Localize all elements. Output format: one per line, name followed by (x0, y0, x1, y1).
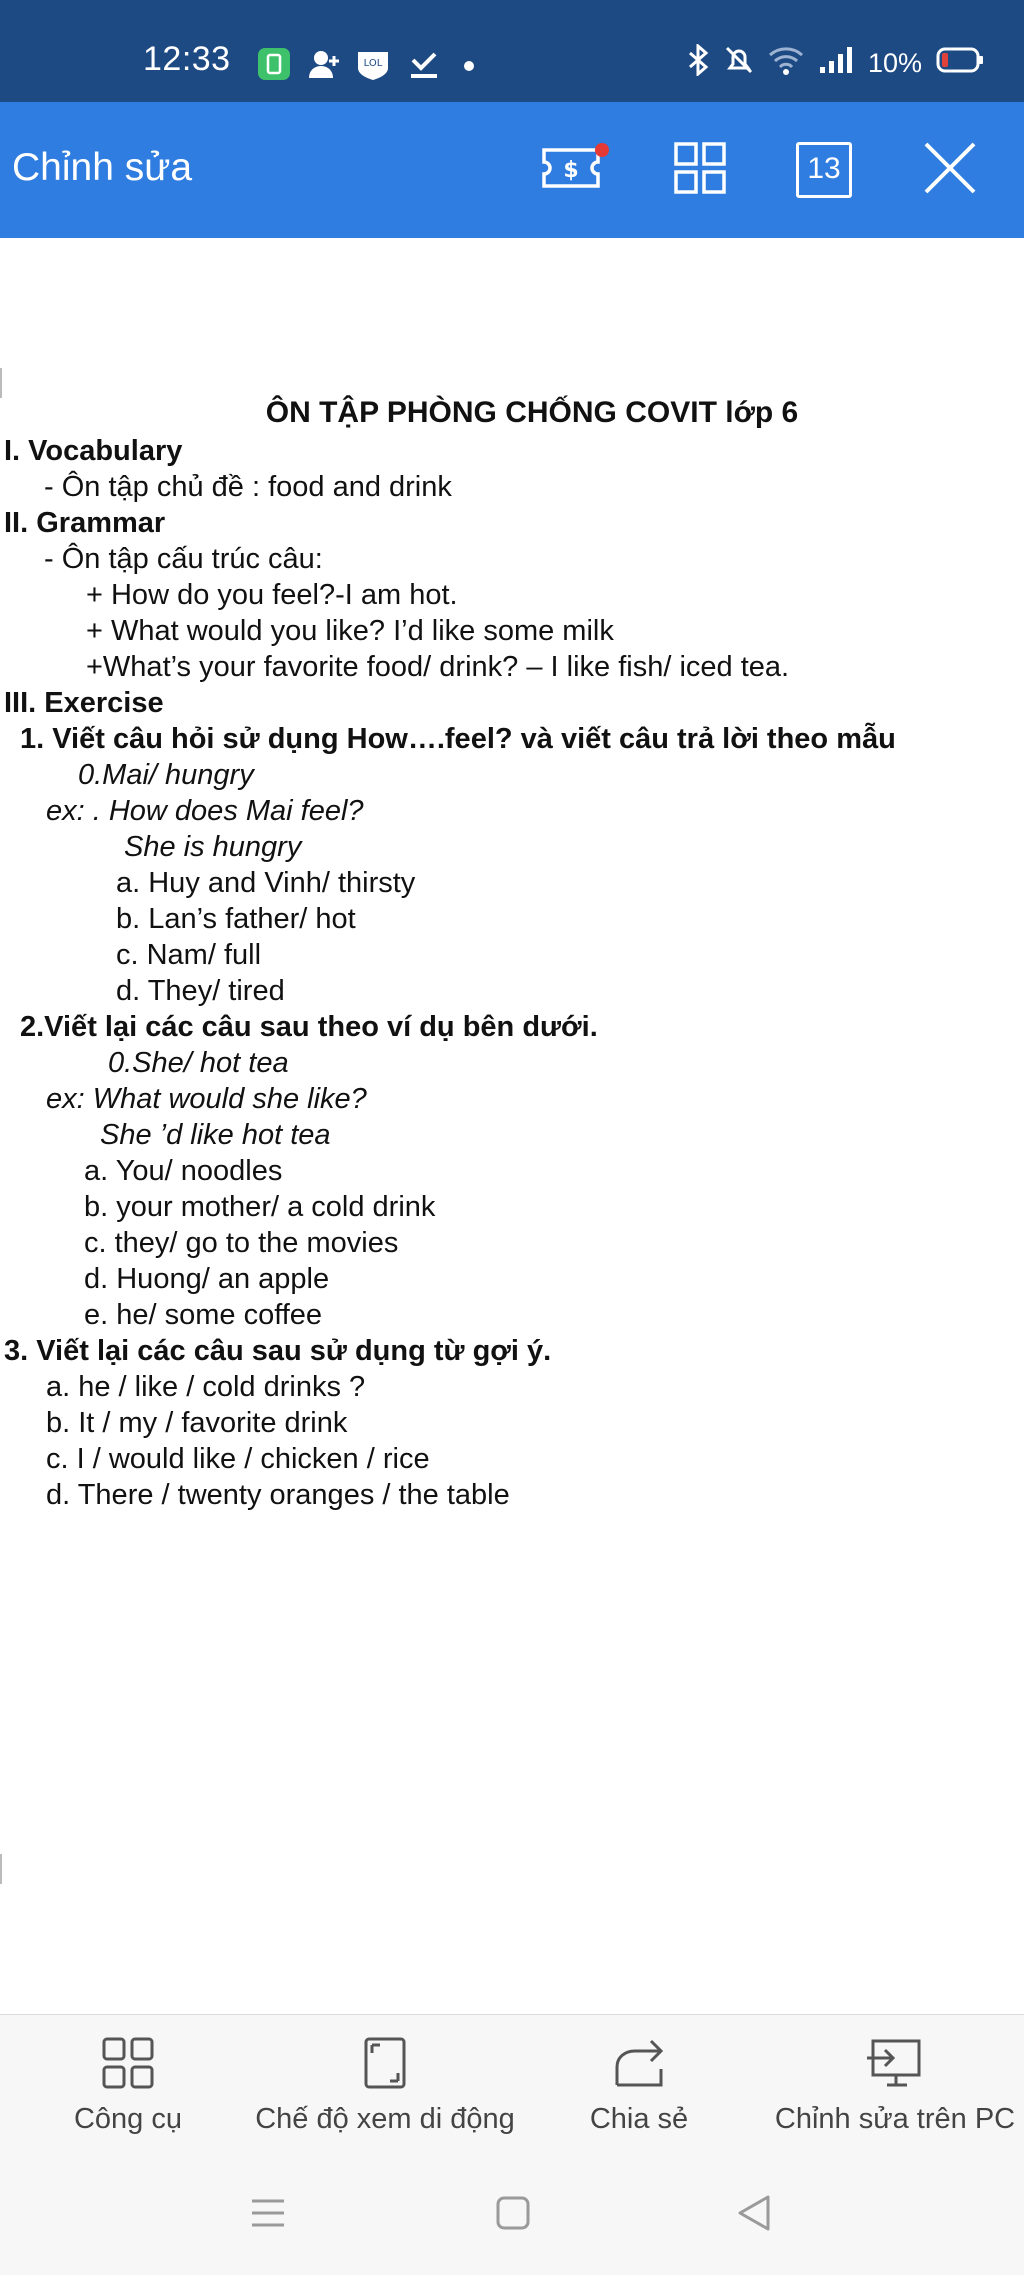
home-icon[interactable] (493, 2193, 533, 2238)
battery-saver-icon (256, 46, 292, 87)
tabs-count-label: 13 (807, 152, 841, 185)
tools-button[interactable] (58, 2035, 198, 2136)
list-item: + What would you like? I’d like some milk (86, 615, 614, 647)
status-time: 12:33 (143, 40, 231, 78)
list-item: + How do you feel?-I am hot. (86, 579, 458, 611)
example-line: ex: What would she like? (46, 1083, 367, 1115)
tools-label: Công cụ (73, 2103, 182, 2135)
battery-percent: 10% (867, 48, 922, 78)
list-item: d. They/ tired (116, 975, 285, 1007)
status-right-group (686, 44, 984, 83)
example-line: She ’d like hot tea (100, 1119, 331, 1151)
system-nav-bar (0, 2151, 1024, 2275)
list-item: a. Huy and Vinh/ thirsty (116, 867, 416, 899)
app-bar (0, 102, 1024, 238)
exercise-heading: 3. Viết lại các câu sau sử dụng từ gợi ý. (4, 1335, 552, 1367)
close-button[interactable] (912, 132, 988, 208)
user-add-icon (306, 46, 342, 87)
back-icon[interactable] (734, 2193, 774, 2238)
list-item: b. your mother/ a cold drink (84, 1191, 436, 1223)
exercise-heading: 2.Viết lại các câu sau theo ví dụ bên dưới. (20, 1011, 598, 1043)
section-heading: II. Grammar (4, 507, 166, 539)
tabs-count-button[interactable] (786, 132, 862, 208)
wifi-icon (768, 45, 804, 82)
tools-grid-icon (58, 2035, 198, 2091)
example-line: 0.She/ hot tea (108, 1047, 289, 1079)
section-heading: III. Exercise (4, 687, 164, 719)
share-button[interactable] (576, 2035, 702, 2136)
status-bar (0, 0, 1024, 102)
bluetooth-icon (686, 44, 710, 83)
example-line: 0.Mai/ hungry (78, 759, 254, 791)
svg-text:LOL: LOL (363, 58, 383, 69)
edit-on-pc-icon (770, 2035, 1020, 2091)
edit-on-pc-button[interactable] (770, 2035, 1020, 2136)
list-item: c. Nam/ full (116, 939, 262, 971)
page-title: Chỉnh sửa (12, 146, 193, 189)
shield-app-icon (354, 46, 392, 87)
document-title: ÔN TẬP PHÒNG CHỐNG COVIT lớp 6 (265, 396, 799, 429)
list-item: b. Lan’s father/ hot (116, 903, 356, 935)
price-tag-icon (538, 138, 610, 203)
mute-bell-icon (724, 44, 754, 83)
list-item: b. It / my / favorite drink (46, 1407, 348, 1439)
svg-text:$: $ (563, 157, 579, 183)
bottom-toolbar (0, 2014, 1024, 2152)
mobile-view-icon (250, 2035, 520, 2091)
list-item: c. I / would like / chicken / rice (46, 1443, 430, 1475)
list-item: a. You/ noodles (84, 1155, 283, 1187)
download-done-icon (408, 46, 440, 87)
dot-icon (464, 58, 474, 76)
list-item: a. he / like / cold drinks ? (46, 1371, 366, 1403)
share-label: Chia sẻ (589, 2103, 689, 2135)
mobile-view-label: Chế độ xem di động (255, 2103, 515, 2135)
example-line: ex: . How does Mai feel? (46, 795, 364, 827)
list-item: - Ôn tập cấu trúc câu: (44, 543, 323, 575)
price-tag-button[interactable] (536, 132, 612, 208)
list-item: e. he/ some coffee (84, 1299, 323, 1331)
list-item: +What’s your favorite food/ drink? – I like fish/ iced tea. (86, 651, 790, 683)
list-item: c. they/ go to the movies (84, 1227, 399, 1259)
tabs-count-icon (796, 142, 852, 198)
section-heading: I. Vocabulary (4, 435, 183, 467)
grid-view-button[interactable] (662, 132, 738, 208)
page-edge-marker (0, 1854, 8, 1884)
example-line: She is hungry (124, 831, 302, 863)
close-icon (922, 140, 978, 201)
page-edge-marker (0, 368, 8, 398)
mobile-view-button[interactable] (250, 2035, 520, 2136)
grid-icon (672, 140, 728, 201)
list-item: d. Huong/ an apple (84, 1263, 330, 1295)
list-item: d. There / twenty oranges / the table (46, 1479, 510, 1511)
edit-on-pc-label: Chỉnh sửa trên PC (774, 2103, 1016, 2135)
list-item: - Ôn tập chủ đề : food and drink (44, 471, 452, 503)
share-icon (576, 2035, 702, 2091)
battery-icon (936, 46, 984, 81)
menu-icon[interactable] (248, 2193, 288, 2238)
document-view[interactable] (0, 238, 1024, 2014)
signal-icon (818, 45, 854, 82)
exercise-heading: 1. Viết câu hỏi sử dụng How….feel? và viết câu trả lời theo mẫu (20, 723, 896, 755)
